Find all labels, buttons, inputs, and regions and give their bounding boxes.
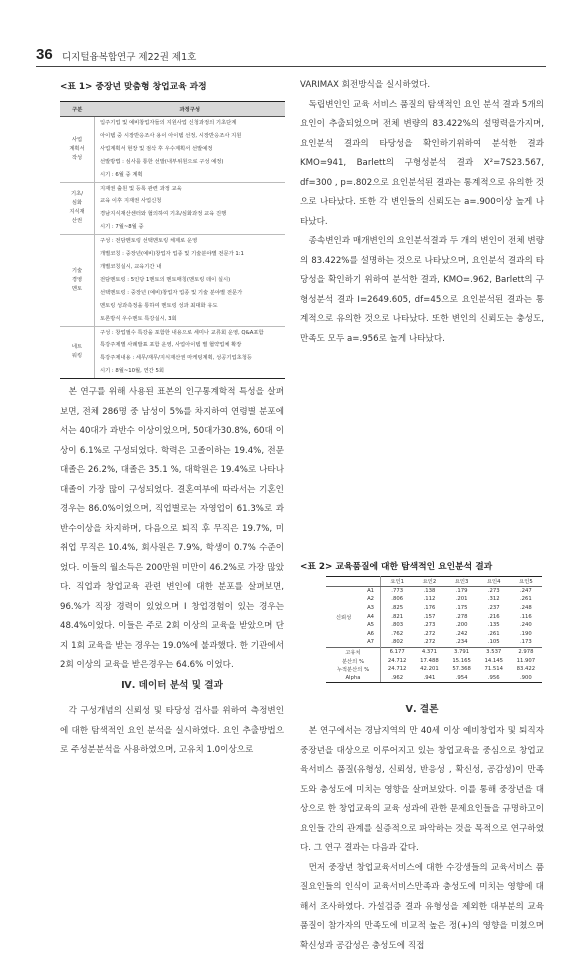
section4-paragraph: 각 구성개념의 신뢰성 및 타당성 검사를 위하여 측정변인에 대한 탐색적인 요인 분석을 실시하였다. 요인 추출방법으로 주성분분석을 사용하였으며, 고유치 1.0이상으로 bbox=[60, 702, 284, 761]
table2-cell: .312 bbox=[478, 595, 510, 604]
table1-line: 시기 : 7월~8월 중 bbox=[95, 221, 286, 234]
table1-row bbox=[60, 156, 285, 169]
table2-cell: .954 bbox=[446, 674, 478, 683]
table1-row bbox=[60, 130, 285, 143]
table2-cell: .956 bbox=[478, 674, 510, 683]
independent-factor-paragraph: 독립변인인 교육 서비스 품질의 탐색적인 요인 분석 결과 5개의 요인이 추출되었으며 전체 변량의 83.422%의 설명력을가지며, 요인분석 결과의 타당성을 확인하기위하여 분석한 결과 KMO=941, Barlett의 구형성분석 결과 X²=7S23.567, df=300 , p=.802으로 요인분석된 결과는 통계적으로 유의한 것으로 나타났다. 또한 각 변인들의 신뢰도는 a=.900이상 높게 나타났다. bbox=[300, 96, 544, 233]
table2-cell: .112 bbox=[413, 595, 445, 604]
table2-cell: .200 bbox=[446, 621, 478, 630]
table1-category: 사업 계획서 작성 bbox=[60, 117, 95, 183]
table2-cell: .821 bbox=[380, 612, 413, 621]
table2-cell: 3.537 bbox=[478, 647, 510, 656]
table2-row bbox=[326, 586, 542, 595]
table2-cell: 6.177 bbox=[380, 647, 413, 656]
table2-header-row bbox=[326, 577, 542, 587]
left-body bbox=[60, 383, 284, 676]
table2-cell: .216 bbox=[478, 612, 510, 621]
table2-cell: .773 bbox=[380, 586, 413, 595]
table1-line: 선택멘토링 : 중장년 (예비)창업자 업종 및 기술 분야별 전문가 bbox=[95, 287, 286, 300]
table1-row bbox=[60, 313, 285, 326]
table2-cell: .272 bbox=[413, 638, 445, 647]
table1-row bbox=[60, 365, 285, 378]
table2-stat-label: 누적분산의 % bbox=[326, 665, 380, 674]
table2-cell: .135 bbox=[478, 621, 510, 630]
journal-name: 디지털융복합연구 제22권 제1호 bbox=[62, 49, 196, 63]
table2-cell: 24.712 bbox=[380, 665, 413, 674]
table2-cell: .762 bbox=[380, 630, 413, 639]
table1-header-content: 과정구성 bbox=[95, 102, 286, 117]
table2-cell: .176 bbox=[413, 604, 445, 613]
table2-cell: .173 bbox=[510, 638, 542, 647]
table1-line: 구성 : 전담멘토링 선택멘토링 체제로 운영 bbox=[95, 235, 286, 248]
table1-line: 시기 : 8월~10월, 연간 5회 bbox=[95, 365, 286, 378]
table2-cell: 83.422 bbox=[510, 665, 542, 674]
table2-item-label: A1 bbox=[361, 586, 380, 595]
table2-cell: .247 bbox=[510, 586, 542, 595]
table1-header-category: 구분 bbox=[60, 102, 95, 117]
section5-title: Ⅴ. 결론 bbox=[300, 700, 544, 720]
table2-cell: .190 bbox=[510, 630, 542, 639]
table1-row bbox=[60, 300, 285, 313]
table1-row bbox=[60, 235, 285, 248]
table2-cell: .234 bbox=[446, 638, 478, 647]
table2-cell: 24.712 bbox=[380, 656, 413, 665]
table2-cell: .242 bbox=[446, 630, 478, 639]
table1-row bbox=[60, 208, 285, 221]
table1-row bbox=[60, 339, 285, 352]
table1-category: 기초/ 심화 지식재 산권 bbox=[60, 182, 95, 235]
table2-body bbox=[326, 577, 542, 683]
table1-line: 구성 : 창업필수 특강을 포함한 내용으로 세미나 교류회 운영, Q&A포함 bbox=[95, 326, 286, 339]
table2-cell: .261 bbox=[478, 630, 510, 639]
table2-cell: .240 bbox=[510, 621, 542, 630]
table2-cell: .900 bbox=[510, 674, 542, 683]
table2-item-label: A5 bbox=[361, 621, 380, 630]
table2-cell: .237 bbox=[478, 604, 510, 613]
table1-line: 입주기업 및 예비창업자들의 지원사업 신청과정의 기초단계 bbox=[95, 117, 286, 130]
section4-title: Ⅳ. 데이터 분석 및 결과 bbox=[60, 676, 284, 696]
demographics-paragraph: 본 연구를 위해 사용된 표본의 인구통계학적 특성을 살펴보면, 전체 286명 중 남성이 5%를 차지하여 연령별 분포에서는 40대가 과반수 이상이었으며, 50대가30.8%, 60대 이상이 6.1%로 구성되었다. 학력은 고졸이하는 19.4%, 전문대졸은 26.2%, 대졸은 35.1 %, 대학원은 19.4%로 나타나 대졸이 가장 많이 구성되었다. 결혼여부에 따라서는 기혼인 경우는 86.0%이었으며, 직업별로는 자영업이 61.3%로 과반수이상을 차지하며, 다음으로 퇴직 후 무직은 19.7%, 미취업 무직은 10.4%, 회사원은 7.9%, 학생이 0.7% 수준이었다. 이들의 월소득은 200만원 미만이 46.2%로 가장 많았다. 직업과 창업교육 관련 변인에 대한 분포를 살펴보면, 96.%가 직장 경력이 있었으며 I 창업경험이 있는 경우는 48.4%이었다. 이들은 주로 2회 이상의 교육을 받았으며 단지 1회 교육을 받는 경우는 19.0%에 불과했다. 한 기관에서 2회 이상의 교육을 받은경우는 64.6% 이었다. bbox=[60, 383, 284, 676]
table1-row bbox=[60, 143, 285, 156]
table2-factor-header: 요인2 bbox=[413, 577, 445, 587]
table2-cell: .803 bbox=[380, 621, 413, 630]
table2-stat-label: 분산의 % bbox=[326, 656, 380, 665]
conclusion-paragraph-1: 본 연구에서는 경남지역의 만 40세 이상 예비창업자 및 퇴직자 중장년을 대상으로 이루어지고 있는 창업교육을 중심으로 창업교육서비스 품질(유형성, 신뢰성, 반응성 , 확신성, 공감성)이 만족도와 충성도에 미치는 영향을 살펴보았다. 이를 통해 중장년을 대상으로 한 창업교육의 교육 성과에 관한 문제요인들을 규명하고이 요인들 간의 관계를 실증적으로 파악하는 것을 목적으로 연구하였다. 그 연구 결과는 다음과 같다. bbox=[300, 722, 544, 859]
table1-row bbox=[60, 182, 285, 195]
page-header bbox=[36, 46, 546, 67]
table1-row bbox=[60, 117, 285, 130]
table2-cell: 3.791 bbox=[446, 647, 478, 656]
table2-factor-header: 요인1 bbox=[380, 577, 413, 587]
table2-caption: <표 2> 교육품질에 대한 탐색적인 요인분석 결과 bbox=[300, 558, 492, 578]
table2-cell: .105 bbox=[478, 638, 510, 647]
table2-factor-header: 요인4 bbox=[478, 577, 510, 587]
table2-cell: 14.145 bbox=[478, 656, 510, 665]
table1-row bbox=[60, 169, 285, 182]
table1-row bbox=[60, 352, 285, 365]
table2-stat-row bbox=[326, 656, 542, 665]
table2-cell: .278 bbox=[446, 612, 478, 621]
table1-line: 특강주제내용 : 세무/재무/지식재산권 마케팅계획, 성공기업초청등 bbox=[95, 352, 286, 365]
table2-cell: 15.165 bbox=[446, 656, 478, 665]
table1-line: 지재권 출원 및 등록 관련 과정 교육 bbox=[95, 182, 286, 195]
table2-item-label: A7 bbox=[361, 638, 380, 647]
table2-cell: .962 bbox=[380, 674, 413, 683]
table1-row bbox=[60, 261, 285, 274]
table1-line: 경남지식재산센터와 협의하여 기초/심화과정 교육 진행 bbox=[95, 208, 286, 221]
table1-line: 멘토링 성과측정을 통하여 멘토링 성과 최대화 유도 bbox=[95, 300, 286, 313]
table1-line: 선발방법 : 심사를 통한 선발(내부위원으로 구성 예정) bbox=[95, 156, 286, 169]
table2-stat-row bbox=[326, 674, 542, 683]
table2-item-label: A2 bbox=[361, 595, 380, 604]
table2-item-label: A6 bbox=[361, 630, 380, 639]
table2-cell: .806 bbox=[380, 595, 413, 604]
table1-body bbox=[60, 117, 285, 379]
table2-cell: 57.368 bbox=[446, 665, 478, 674]
table1-row bbox=[60, 195, 285, 208]
table2-cell: .261 bbox=[510, 595, 542, 604]
table1-caption: <표 1> 중장년 맞춤형 창업교육 과정 bbox=[60, 78, 207, 98]
table1-row bbox=[60, 248, 285, 261]
table2-stat-row bbox=[326, 647, 542, 656]
table2-cell: .157 bbox=[413, 612, 445, 621]
table1-line: 토론방식 우수멘토 특강실시, 3회 bbox=[95, 313, 286, 326]
conclusion-paragraph-2: 먼저 중장년 창업교육서비스에 대한 수강생들의 교육서비스 품질요인들의 인식이 교육서비스만족과 충성도에 미치는 영향에 대해서 조사하였다. 가설검증 결과 유형성을 제외한 대부분의 교육 품질이 참가자의 만족도에 비교적 높은 정(+)의 영향을 미쳤으며 확신성과 공감성은 충성도에 직접 bbox=[300, 859, 544, 956]
table2-cell: .273 bbox=[478, 586, 510, 595]
table2-cell: .116 bbox=[510, 612, 542, 621]
table2-cell: 4.371 bbox=[413, 647, 445, 656]
varimax-line: VARIMAX 회전방식을 실시하였다. bbox=[300, 76, 544, 96]
right-top bbox=[300, 76, 544, 349]
table2-cell: .825 bbox=[380, 604, 413, 613]
table2-factor-header: 요인5 bbox=[510, 577, 542, 587]
table2-group-label: 신뢰성 bbox=[326, 586, 361, 647]
table1-line: 개별코칭실시, 교육기간 내 bbox=[95, 261, 286, 274]
table2-cell: .201 bbox=[446, 595, 478, 604]
table1-line: 개별코칭 : 중장년(예비)창업자 업종 및 기술분야별 전문가 1:1 bbox=[95, 248, 286, 261]
table2 bbox=[326, 576, 542, 683]
table2-cell: 17.488 bbox=[413, 656, 445, 665]
table2-cell: 42.201 bbox=[413, 665, 445, 674]
table1-line: 아이템 중 시장반응조사 용이 아이템 선정, 시장반응조사 지원 bbox=[95, 130, 286, 143]
table2-stat-label: 고유치 bbox=[326, 647, 380, 656]
table2-cell: .272 bbox=[413, 630, 445, 639]
table1-category: 네트 워킹 bbox=[60, 326, 95, 379]
table2-cell: .175 bbox=[446, 604, 478, 613]
table2-corner bbox=[326, 577, 380, 587]
table1-line: 시기 : 6월 중 계획 bbox=[95, 169, 286, 182]
table2-cell: .179 bbox=[446, 586, 478, 595]
table1-category: 기술 경영 멘토 bbox=[60, 235, 95, 326]
table1-line: 교육 이후 지재권 사업신청 bbox=[95, 195, 286, 208]
table2-cell: .248 bbox=[510, 604, 542, 613]
page-number: 36 bbox=[36, 46, 53, 63]
table2-factor-header: 요인3 bbox=[446, 577, 478, 587]
table2-stat-row bbox=[326, 665, 542, 674]
section4-body bbox=[60, 702, 284, 761]
table1-line: 특강주제별 사례발표 포함 운영, 사업아이템 별 협약업체 확장 bbox=[95, 339, 286, 352]
table2-stat-label: Alpha bbox=[326, 674, 380, 683]
table2-cell: .138 bbox=[413, 586, 445, 595]
dependent-factor-paragraph: 종속변인과 매개변인의 요인분석결과 두 개의 변인이 전체 변량의 83.422%를 설명하는 것으로 나타났으며, 요인분석 결과의 타당성을 확인하기 위하여 분석한 결과, KMO=.962, Barlett의 구형성분석 결과 I=2649.605, df=45으로 요인분석된 결과는 통계적으로 유의한 것으로 나타났다. 또한 변인의 신뢰도는 충성도, 만족도 모두 a=.956로 높게 나타났다. bbox=[300, 232, 544, 349]
table2-cell: .273 bbox=[413, 621, 445, 630]
table2-item-label: A4 bbox=[361, 612, 380, 621]
section5-body bbox=[300, 722, 544, 956]
table2-cell: .802 bbox=[380, 638, 413, 647]
table2-cell: .941 bbox=[413, 674, 445, 683]
table1-line: 전담멘토링 : 5인당 1멘토의 멘토매칭(멘토링 데이 실시) bbox=[95, 274, 286, 287]
table1-row bbox=[60, 326, 285, 339]
table1-row bbox=[60, 287, 285, 300]
table1-row bbox=[60, 274, 285, 287]
table1-row bbox=[60, 221, 285, 234]
table1 bbox=[60, 101, 285, 379]
table1-line: 사업계획서 현장 및 점삭 후 우수계획서 선발예정 bbox=[95, 143, 286, 156]
table2-item-label: A3 bbox=[361, 604, 380, 613]
table2-cell: 2.978 bbox=[510, 647, 542, 656]
table2-cell: 71.514 bbox=[478, 665, 510, 674]
table2-cell: 11.907 bbox=[510, 656, 542, 665]
